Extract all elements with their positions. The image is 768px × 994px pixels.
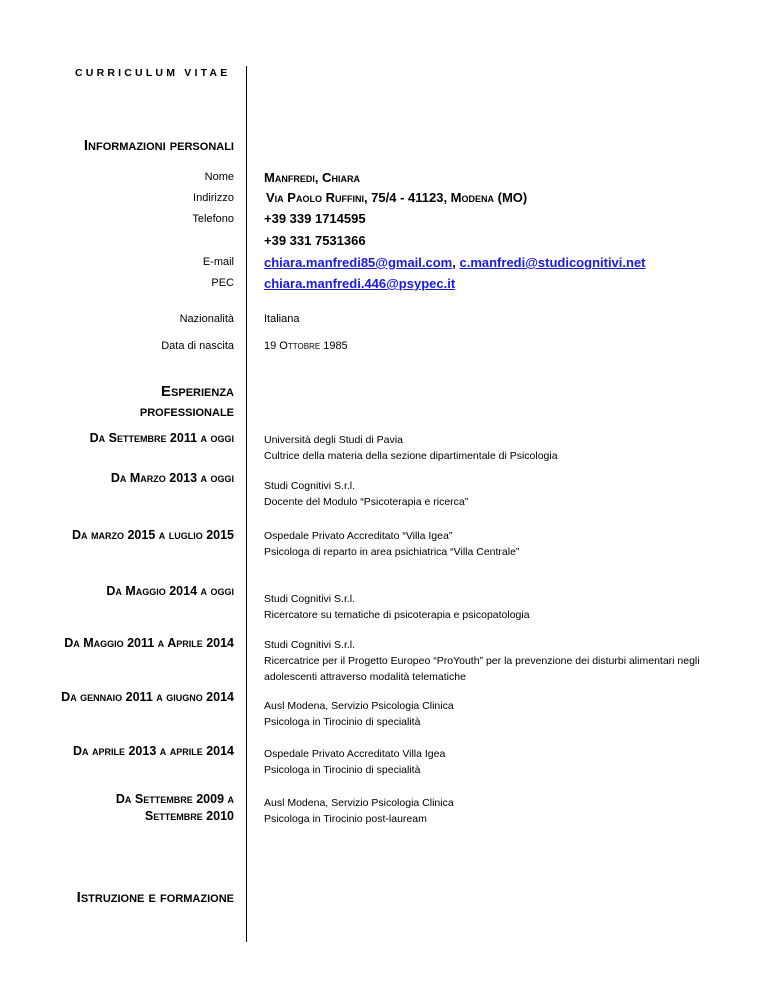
experience-org: Ausl Modena, Servizio Psicologia Clinica bbox=[264, 797, 454, 809]
experience-role: Psicologa in Tirocinio di specialità bbox=[264, 764, 421, 776]
experience-date: Da Maggio 2014 a oggi bbox=[106, 584, 234, 598]
pec-link[interactable]: chiara.manfredi.446@psypec.it bbox=[264, 276, 456, 291]
experience-role-cont: adolescenti attraverso modalità telematiche bbox=[264, 671, 466, 683]
experience-org: Ospedale Privato Accreditato “Villa Igea” bbox=[264, 530, 453, 542]
nascita-value: 19 Ottobre 1985 bbox=[264, 340, 348, 352]
telefono-value-1: +39 339 1714595 bbox=[264, 211, 366, 226]
experience-date: Da aprile 2013 a aprile 2014 bbox=[72, 744, 234, 758]
experience-date: Da Maggio 2011 a Aprile 2014 bbox=[64, 636, 234, 650]
pec-value-wrap bbox=[264, 275, 455, 293]
experience-org: Ausl Modena, Servizio Psicologia Clinica bbox=[264, 700, 454, 712]
experience-entry bbox=[264, 746, 744, 778]
document-title: CURRICULUM VITAE bbox=[75, 67, 231, 79]
email-separator: , bbox=[452, 255, 460, 270]
experience-role: Cultrice della materia della sezione dipartimentale di Psicologia bbox=[264, 450, 558, 462]
experience-date-line-2: Settembre 2010 bbox=[144, 809, 234, 823]
experience-date: Da Marzo 2013 a oggi bbox=[110, 471, 234, 485]
section-experience-line-1: Esperienza bbox=[161, 383, 234, 400]
experience-date bbox=[116, 791, 234, 825]
nazionalita-value: Italiana bbox=[264, 313, 300, 325]
email-label: E-mail bbox=[202, 256, 234, 268]
experience-date: Da gennaio 2011 a giugno 2014 bbox=[61, 690, 234, 704]
section-experience bbox=[140, 382, 234, 422]
nascita-label: Data di nascita bbox=[161, 340, 234, 352]
experience-role: Psicologa in Tirocinio post-lauream bbox=[264, 813, 427, 825]
experience-org: Studi Cognitivi S.r.l. bbox=[264, 480, 356, 492]
experience-entry bbox=[264, 698, 744, 730]
indirizzo-label: Indirizzo bbox=[193, 192, 234, 204]
experience-role: Psicologa in Tirocinio di specialità bbox=[264, 716, 421, 728]
experience-org: Studi Cognitivi S.r.l. bbox=[264, 639, 356, 651]
email-link-2[interactable]: c.manfredi@studicognitivi.net bbox=[459, 255, 646, 270]
nome-label: Nome bbox=[204, 171, 234, 183]
experience-date: Da marzo 2015 a luglio 2015 bbox=[72, 528, 234, 542]
section-personal-info: Informazioni personali bbox=[83, 137, 234, 154]
telefono-label: Telefono bbox=[192, 213, 234, 225]
email-values bbox=[264, 254, 646, 272]
section-education: Istruzione e formazione bbox=[76, 889, 234, 906]
nome-value: Manfredi, Chiara bbox=[264, 170, 360, 185]
experience-org: Università degli Studi di Pavia bbox=[264, 434, 403, 446]
experience-org: Ospedale Privato Accreditato Villa Igea bbox=[264, 748, 446, 760]
email-link-1[interactable]: chiara.manfredi85@gmail.com bbox=[264, 255, 453, 270]
vertical-divider bbox=[246, 66, 247, 942]
experience-role: Psicologa di reparto in area psichiatrica “Villa Centrale” bbox=[264, 546, 520, 558]
experience-entry bbox=[264, 478, 744, 510]
experience-role: Ricercatrice per il Progetto Europeo “ProYouth” per la prevenzione dei disturbi alimentari negli bbox=[264, 655, 700, 667]
experience-entry bbox=[264, 528, 744, 560]
nazionalita-label: Nazionalità bbox=[179, 313, 234, 325]
experience-entry bbox=[264, 637, 744, 685]
section-experience-line-2: professionale bbox=[139, 403, 234, 420]
experience-role: Docente del Modulo “Psicoterapia e ricerca” bbox=[264, 496, 469, 508]
experience-date: Da Settembre 2011 a oggi bbox=[89, 431, 234, 445]
pec-label: PEC bbox=[211, 277, 234, 289]
experience-role: Ricercatore su tematiche di psicoterapia e psicopatologia bbox=[264, 609, 530, 621]
experience-entry bbox=[264, 795, 744, 827]
experience-date-line-1: Da Settembre 2009 a bbox=[115, 792, 234, 806]
experience-entry bbox=[264, 591, 744, 623]
indirizzo-value: Via Paolo Ruffini, 75/4 - 41123, Modena (MO) bbox=[266, 190, 528, 205]
telefono-value-2: +39 331 7531366 bbox=[264, 233, 366, 248]
experience-org: Studi Cognitivi S.r.l. bbox=[264, 593, 356, 605]
experience-entry bbox=[264, 432, 744, 464]
